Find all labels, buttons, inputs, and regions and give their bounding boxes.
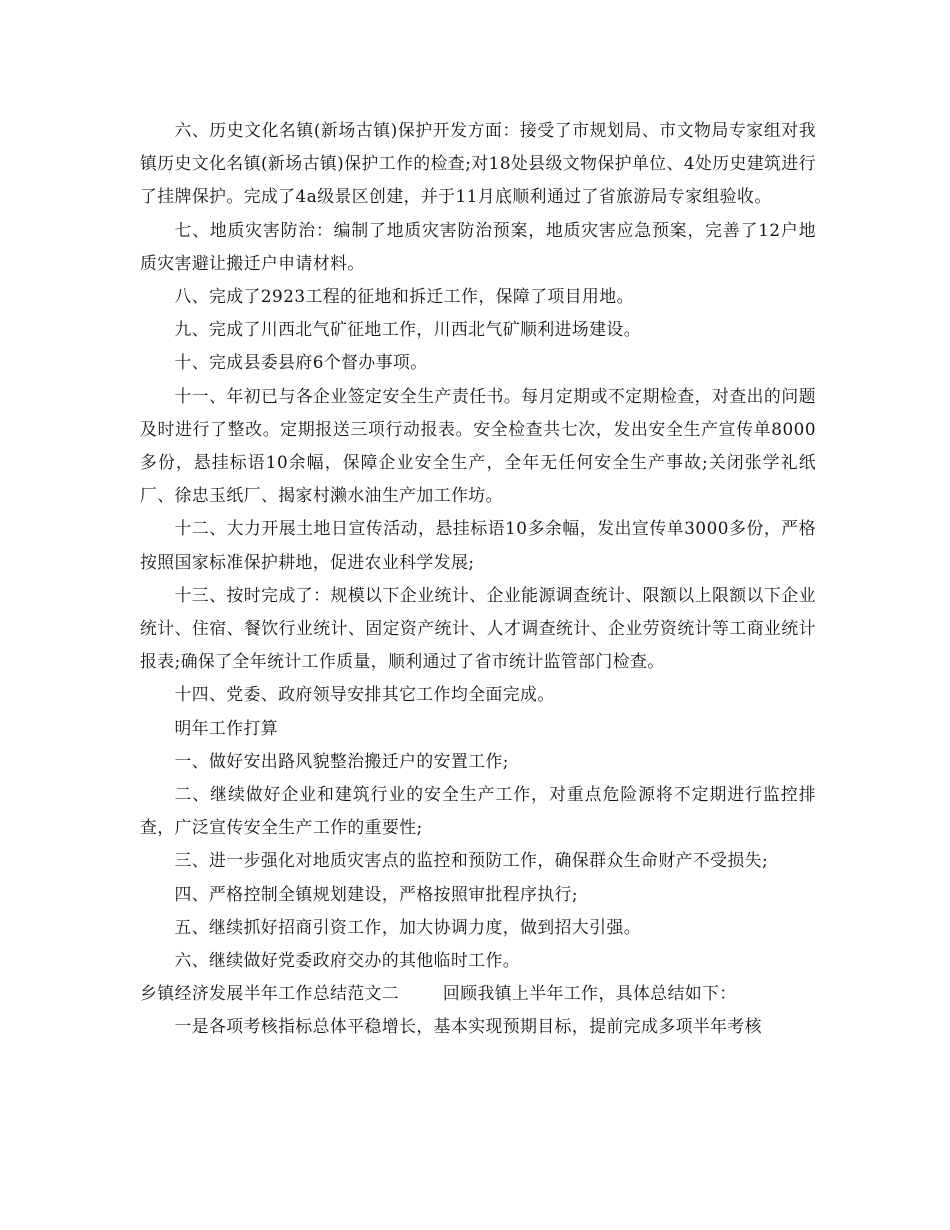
paragraph-supervision-items: 十、完成县委县府6个督办事项。 (174, 352, 428, 373)
heading-next-year-plan: 明年工作打算 (174, 717, 279, 738)
paragraph-half-year-indicators: 一是各项考核指标总体平稳增长，基本实现预期目标，提前完成多项半年考核 (174, 1016, 763, 1037)
plan-item-1: 一、做好安出路风貌整治搬迁户的安置工作; (174, 750, 509, 771)
section-intro: 回顾我镇上半年工作，具体总结如下： (442, 983, 737, 1004)
paragraph-other-work: 十四、党委、政府领导安排其它工作均全面完成。 (174, 684, 555, 705)
paragraph-land-day: 十二、大力开展土地日宣传活动，悬挂标语10多余幅，发出宣传单3000多份，严格按照国家标准保护耕地，促进农业科学发展; (140, 518, 816, 572)
plan-item-4: 四、严格控制全镇规划建设，严格按照审批程序执行; (174, 883, 579, 904)
paragraph-heritage-town: 六、历史文化名镇(新场古镇)保护开发方面：接受了市规划局、市文物局专家组对我镇历史文化名镇(新场古镇)保护工作的检查;对18处县级文物保护单位、4处历史建筑进行了挂牌保护。完成了4a级景区创建，并于11月底顺利通过了省旅游局专家组验收。 (140, 120, 816, 207)
paragraph-gas-field: 九、完成了川西北气矿征地工作，川西北气矿顺利进场建设。 (174, 319, 642, 340)
section-heading-line (140, 977, 816, 1010)
paragraph-geological-hazard: 七、地质灾害防治：编制了地质灾害防治预案，地质灾害应急预案，完善了12户地质灾害避让搬迁户申请材料。 (140, 219, 816, 273)
plan-item-3: 三、进一步强化对地质灾害点的监控和预防工作，确保群众生命财产不受损失; (174, 850, 769, 871)
document-body (140, 114, 816, 1044)
paragraph-safety-production: 十一、年初已与各企业签定安全生产责任书。每月定期或不定期检查，对查出的问题及时进行了整改。定期报送三项行动报表。安全检查共七次，发出安全生产宣传单8000多份，悬挂标语10余幅，保障企业安全生产，全年无任何安全生产事故;关闭张学礼纸厂、徐忠玉纸厂、揭家村濑水油生产加工作坊。 (140, 385, 816, 506)
section-title: 乡镇经济发展半年工作总结范文二 (140, 983, 400, 1004)
plan-item-2: 二、继续做好企业和建筑行业的安全生产工作，对重点危险源将不定期进行监控排查，广泛宣传安全生产工作的重要性; (140, 784, 816, 838)
plan-item-6: 六、继续做好党委政府交办的其他临时工作。 (174, 950, 521, 971)
paragraph-statistics: 十三、按时完成了：规模以下企业统计、企业能源调查统计、限额以上限额以下企业统计、住宿、餐饮行业统计、固定资产统计、人才调查统计、企业劳资统计等工商业统计报表;确保了全年统计工作质量，顺利通过了省市统计监管部门检查。 (140, 584, 816, 672)
plan-item-5: 五、继续抓好招商引资工作，加大协调力度，做到招大引强。 (174, 916, 642, 937)
paragraph-2923-project: 八、完成了2923工程的征地和拆迁工作，保障了项目用地。 (174, 286, 634, 307)
